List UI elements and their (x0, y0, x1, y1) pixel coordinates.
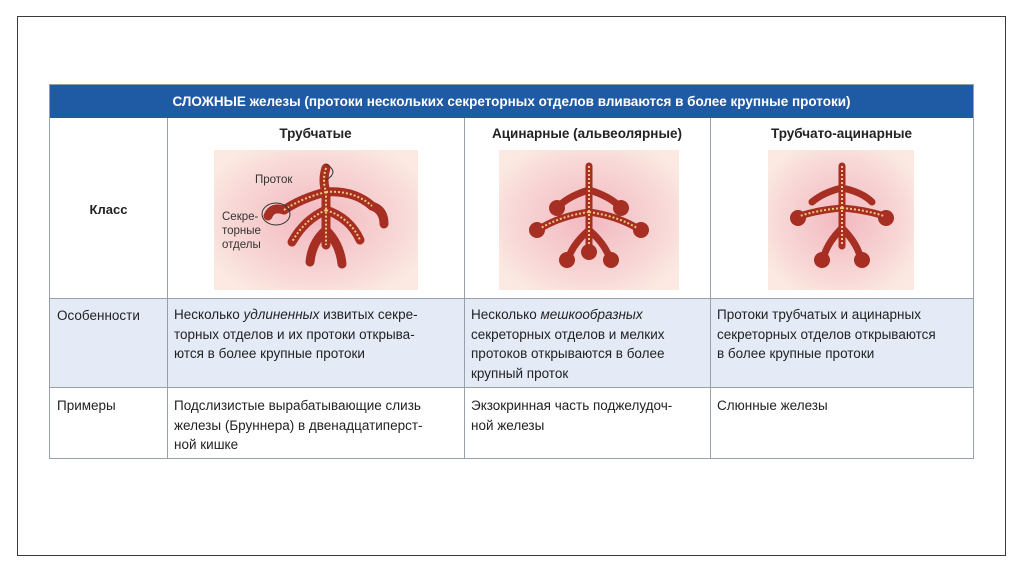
column-title-acinar: Ацинарные (альвеолярные) (491, 126, 682, 141)
features-tubuloacinar: Протоки трубчатых и ацинарных секреторных отделов открываются в более крупные протоки (717, 307, 936, 361)
row-label-class: Класс (89, 202, 128, 217)
examples-tubular: Подслизистые вырабатывающие слизь железы (Бруннера) в двенадцатиперст- ной кишке (174, 398, 423, 452)
row-label-examples: Примеры (57, 398, 116, 413)
glands-table (49, 84, 974, 459)
features-tubular: Несколько удлиненных извитых секре- торных отделов и их протоки открыва- ются в более крупные протоки (174, 307, 418, 361)
tubuloacinar-gland-image (768, 150, 914, 290)
features-acinar: Несколько мешкообразных секреторных отделов и мелких протоков открываются в более крупный проток (471, 307, 665, 381)
annotation-duct: Проток (255, 174, 293, 186)
examples-acinar: Экзокринная часть поджелудоч- ной железы (471, 398, 673, 433)
table-header: СЛОЖНЫЕ железы (протоки нескольких секреторных отделов вливаются в более крупные протоки) (50, 85, 973, 118)
column-title-tubuloacinar: Трубчато-ацинарные (770, 126, 913, 141)
acinar-gland-image (499, 150, 679, 290)
column-title-tubular: Трубчатые (279, 126, 352, 141)
annotation-secretory: Секре- торные отделы (222, 211, 261, 251)
examples-tubuloacinar: Слюнные железы (717, 398, 828, 413)
row-label-features: Особенности (57, 308, 140, 323)
